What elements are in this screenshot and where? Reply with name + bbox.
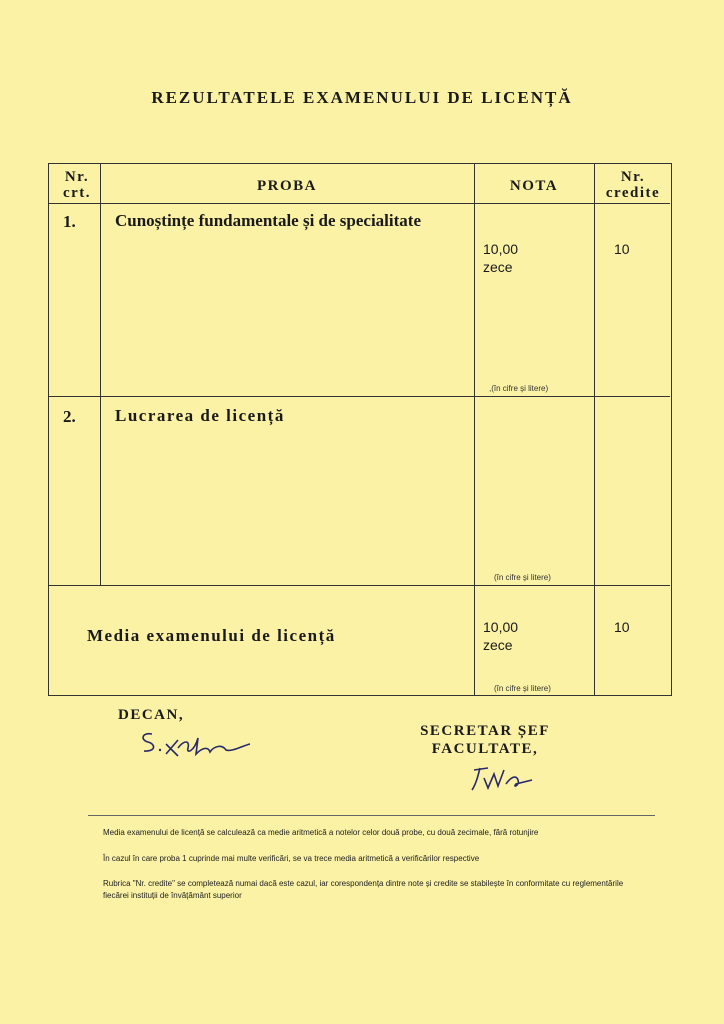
col-divider-nr (100, 164, 101, 585)
row1-nota-cifre: 10,00 (483, 241, 519, 257)
media-hint: (în cifre și litere) (494, 684, 551, 693)
notes-rule (88, 815, 655, 816)
row2-hint: (în cifre și litere) (494, 573, 551, 582)
page-title: REZULTATELE EXAMENULUI DE LICENȚĂ (151, 88, 573, 107)
row2-divider (49, 585, 670, 586)
row2-proba: Lucrarea de licență (115, 406, 285, 425)
header-divider (49, 203, 670, 204)
row1-hint: ,(în cifre și litere) (489, 384, 549, 393)
col-divider-nota (594, 164, 595, 695)
header-proba: PROBA (257, 178, 317, 194)
secretar-label: SECRETAR ȘEF FACULTATE, (420, 723, 550, 757)
results-table (48, 163, 672, 696)
media-label: Media examenului de licență (87, 626, 336, 645)
note-1: Media examenului de licență se calculează ca medie aritmetică a notelor celor două probe, cu două zecimale, fără rotunjire (103, 828, 539, 837)
row1-proba: Cunoștințe fundamentale și de specialitate (115, 211, 421, 230)
col-divider-proba (474, 164, 475, 695)
row1-nr: 1. (63, 212, 76, 231)
row1-nota-litere: zece (483, 259, 513, 275)
media-nota-cifre: 10,00 (483, 619, 519, 635)
media-nota-litere: zece (483, 637, 513, 653)
note-2: În cazul în care proba 1 cuprinde mai multe verificări, se va trece media aritmetică a verificărilor respective (103, 854, 480, 863)
row1-credite: 10 (614, 241, 630, 257)
note-4: fiecărei instituții de învățământ superior (103, 891, 242, 900)
note-3: Rubrica "Nr. credite" se completează numai dacă este cazul, iar corespondența dintre note și credite se stabilește în conformitate cu reglementările (103, 879, 624, 888)
decan-signature (138, 726, 263, 761)
header-credite: Nr. credite (605, 169, 661, 201)
media-credite: 10 (614, 619, 630, 635)
decan-label: DECAN, (118, 707, 185, 723)
header-nr: Nr. crt. (62, 169, 92, 201)
row1-divider (49, 396, 670, 397)
secretar-signature (468, 760, 538, 794)
row2-nr: 2. (63, 407, 76, 426)
header-nota: NOTA (509, 178, 559, 194)
